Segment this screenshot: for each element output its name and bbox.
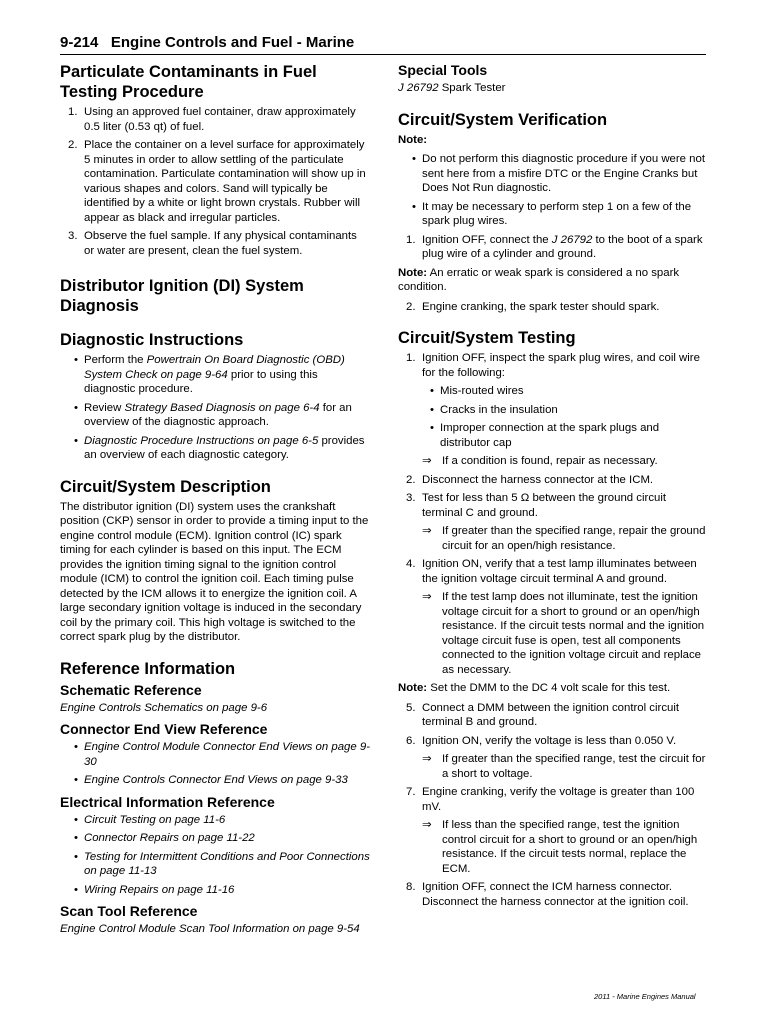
list-item: • Circuit Testing on page 11-6 — [74, 813, 226, 826]
verification-steps — [398, 233, 706, 262]
list-item: • It may be necessary to perform step 1 on a few of the spark plug wires. — [412, 200, 692, 227]
link-diagnostic-procedure-instructions[interactable]: Diagnostic Procedure Instructions on page 6-5 — [84, 434, 319, 447]
diagnostic-instructions-title: Diagnostic Instructions — [60, 331, 244, 349]
list-item: 2. Place the container on a level surface for approximately 5 minutes in order to allow settling of the particulate contamination. Particulate contamination will show up in various shapes and colors. Sand will typically be identified by a white or light brown crystals. Rubber will appear as black and irregular particles. — [68, 139, 366, 224]
link-schematics[interactable]: Engine Controls Schematics on page 9-6 — [60, 701, 268, 714]
electrical-reference-title: Electrical Information Reference — [60, 793, 275, 810]
list-item: 1. Ignition OFF, connect the J 26792 to the boot of a spark plug wire of a cylinder and ground. — [406, 233, 703, 260]
list-item: 3. Test for less than 5 Ω between the ground circuit terminal C and ground. — [406, 492, 667, 519]
link-ecm-connector-views[interactable]: Engine Control Module Connector End Views on page 9-30 — [84, 741, 371, 768]
list-item: 6. Ignition ON, verify the voltage is less than 0.050 V. — [406, 734, 677, 747]
particulate-steps — [60, 105, 370, 258]
right-column — [398, 62, 706, 913]
list-item: • Cracks in the insulation — [430, 403, 558, 416]
list-item: • Perform the Powertrain On Board Diagnostic (OBD) System Check on page 9-64 prior to using this diagnostic procedure. — [74, 354, 345, 395]
link-obd-check[interactable]: Powertrain On Board Diagnostic (OBD) System Check on page 9-64 — [84, 354, 345, 381]
note: Note: An erratic or weak spark is considered a no spark condition. — [398, 266, 680, 293]
link-wiring-repairs[interactable]: Wiring Repairs on page 11-16 — [84, 883, 235, 896]
list-item: 8. Ignition OFF, connect the ICM harness connector. Disconnect the harness connector at the ignition coil. — [406, 881, 689, 908]
verification-title: Circuit/System Verification — [398, 110, 608, 129]
tool-id: J 26792 — [398, 82, 439, 94]
list-item: • Connector Repairs on page 11-22 — [74, 832, 255, 844]
list-item: • Engine Control Module Connector End Views on page 9-30 — [74, 741, 371, 768]
connector-reference-title: Connector End View Reference — [60, 721, 268, 737]
arrow-icon: ⇒ — [422, 455, 432, 467]
electrical-list — [60, 813, 370, 898]
list-item: 7. Engine cranking, verify the voltage is greater than 100 mV. — [406, 786, 695, 813]
header-rule — [60, 54, 706, 55]
list-item: ⇒ If greater than the specified range, test the circuit for a short to voltage. — [422, 753, 706, 780]
note-label: Note: — [398, 133, 428, 146]
list-item: ⇒ If less than the specified range, test the ignition control circuit for a short to ground or an open/high resistance. If the circuit tests normal, replace the ECM. — [422, 819, 698, 875]
verification-notes — [398, 152, 706, 229]
left-column — [60, 62, 370, 942]
testing-title: Circuit/System Testing — [398, 329, 576, 347]
header-title: Engine Controls and Fuel - Marine — [110, 34, 355, 51]
diagnostic-list — [60, 353, 370, 463]
circuit-description-text: The distributor ignition (DI) system uses the crankshaft position (CKP) sensor in order to provide a timing input to the engine control module (ECM). Ignition control (IC) spark timing for each cylinder is based on this input. The ECM provides the ignition timing signal to the ignition control module (ICM) to control the ignition coil. Each timing pulse detected by the ICM allows it to energize the ignition coil. A large secondary ignition voltage is induced in the secondary coil by the primary coil. This high voltage is switched to the correct spark plug by the distributor. — [60, 500, 369, 643]
circuit-description-title: Circuit/System Description — [60, 477, 271, 496]
list-item: 2. Disconnect the harness connector at the ICM. — [406, 473, 654, 486]
list-item: • Diagnostic Procedure Instructions on page 6-5 provides an overview of each diagnostic category. — [74, 434, 365, 461]
particulate-title: Particulate Contaminants in Fuel Testing Procedure — [60, 63, 317, 101]
list-item: • Do not perform this diagnostic procedure if you were not sent here from a misfire DTC or the Engine Cranks but Does Not Run diagnostic. — [412, 153, 706, 194]
list-item: • Testing for Intermittent Conditions and Poor Connections on page 11-13 — [74, 850, 370, 877]
list-item: ⇒ If the test lamp does not illuminate, test the ignition voltage circuit for a short to ground or an open/high resistance. If the circuit tests normal and the ignition voltage circuit fuse is open, test all components connected to the ignition voltage circuit and replace as necessary. — [422, 591, 705, 676]
link-intermittent-conditions[interactable]: Testing for Intermittent Conditions and Poor Connections on page 11-13 — [84, 850, 370, 877]
list-item: 4. Ignition ON, verify that a test lamp illuminates between the ignition voltage circuit terminal A and ground. — [406, 558, 697, 585]
tool-ref: J 26792 — [551, 233, 593, 246]
list-item: 1. Ignition OFF, inspect the spark plug wires, and coil wire for the following: — [406, 352, 700, 379]
list-item: 5. Connect a DMM between the ignition control circuit terminal B and ground. — [406, 701, 680, 728]
link-circuit-testing[interactable]: Circuit Testing on page 11-6 — [84, 813, 226, 826]
arrow-icon: ⇒ — [422, 753, 432, 765]
list-item: • Engine Controls Connector End Views on page 9-33 — [74, 774, 348, 786]
page-number: 9-214 — [60, 34, 99, 51]
list-item: 1. Using an approved fuel container, draw approximately 0.5 liter (0.53 qt) of fuel. — [68, 106, 356, 133]
tool-name: Spark Tester — [438, 82, 506, 94]
di-title: Distributor Ignition (DI) System Diagnosis — [60, 277, 304, 315]
special-tools-title: Special Tools — [398, 62, 488, 78]
link-scan-tool-info[interactable]: Engine Control Module Scan Tool Information on page 9-54 — [60, 923, 360, 935]
connector-list — [60, 740, 370, 788]
list-item: • Wiring Repairs on page 11-16 — [74, 883, 235, 896]
page-header — [60, 34, 706, 52]
arrow-icon: ⇒ — [422, 525, 432, 537]
note: Note: Set the DMM to the DC 4 volt scale for this test. — [398, 682, 671, 694]
list-item: 2. Engine cranking, the spark tester should spark. — [406, 300, 660, 313]
link-strategy-based-diagnosis[interactable]: Strategy Based Diagnosis on page 6-4 — [124, 401, 320, 414]
reference-information-title: Reference Information — [60, 659, 236, 678]
testing-steps — [398, 351, 706, 677]
list-item: • Mis-routed wires — [430, 385, 524, 397]
list-item: • Review Strategy Based Diagnosis on page 6-4 for an overview of the diagnostic approach. — [74, 401, 352, 428]
link-engine-controls-connector-views[interactable]: Engine Controls Connector End Views on page 9-33 — [84, 774, 348, 786]
list-item: • Improper connection at the spark plugs and distributor cap — [430, 422, 660, 449]
list-item: ⇒ If a condition is found, repair as necessary. — [422, 455, 658, 467]
arrow-icon: ⇒ — [422, 591, 432, 603]
page-footer: 2011 - Marine Engines Manual — [594, 992, 696, 1001]
scan-tool-reference-title: Scan Tool Reference — [60, 903, 198, 919]
link-connector-repairs[interactable]: Connector Repairs on page 11-22 — [84, 832, 255, 844]
schematic-reference-title: Schematic Reference — [60, 681, 202, 698]
list-item: ⇒ If greater than the specified range, repair the ground circuit for an open/high resistance. — [422, 525, 706, 552]
list-item: 3. Observe the fuel sample. If any physical contaminants or water are present, clean the fuel system. — [68, 230, 357, 257]
arrow-icon: ⇒ — [422, 819, 432, 831]
